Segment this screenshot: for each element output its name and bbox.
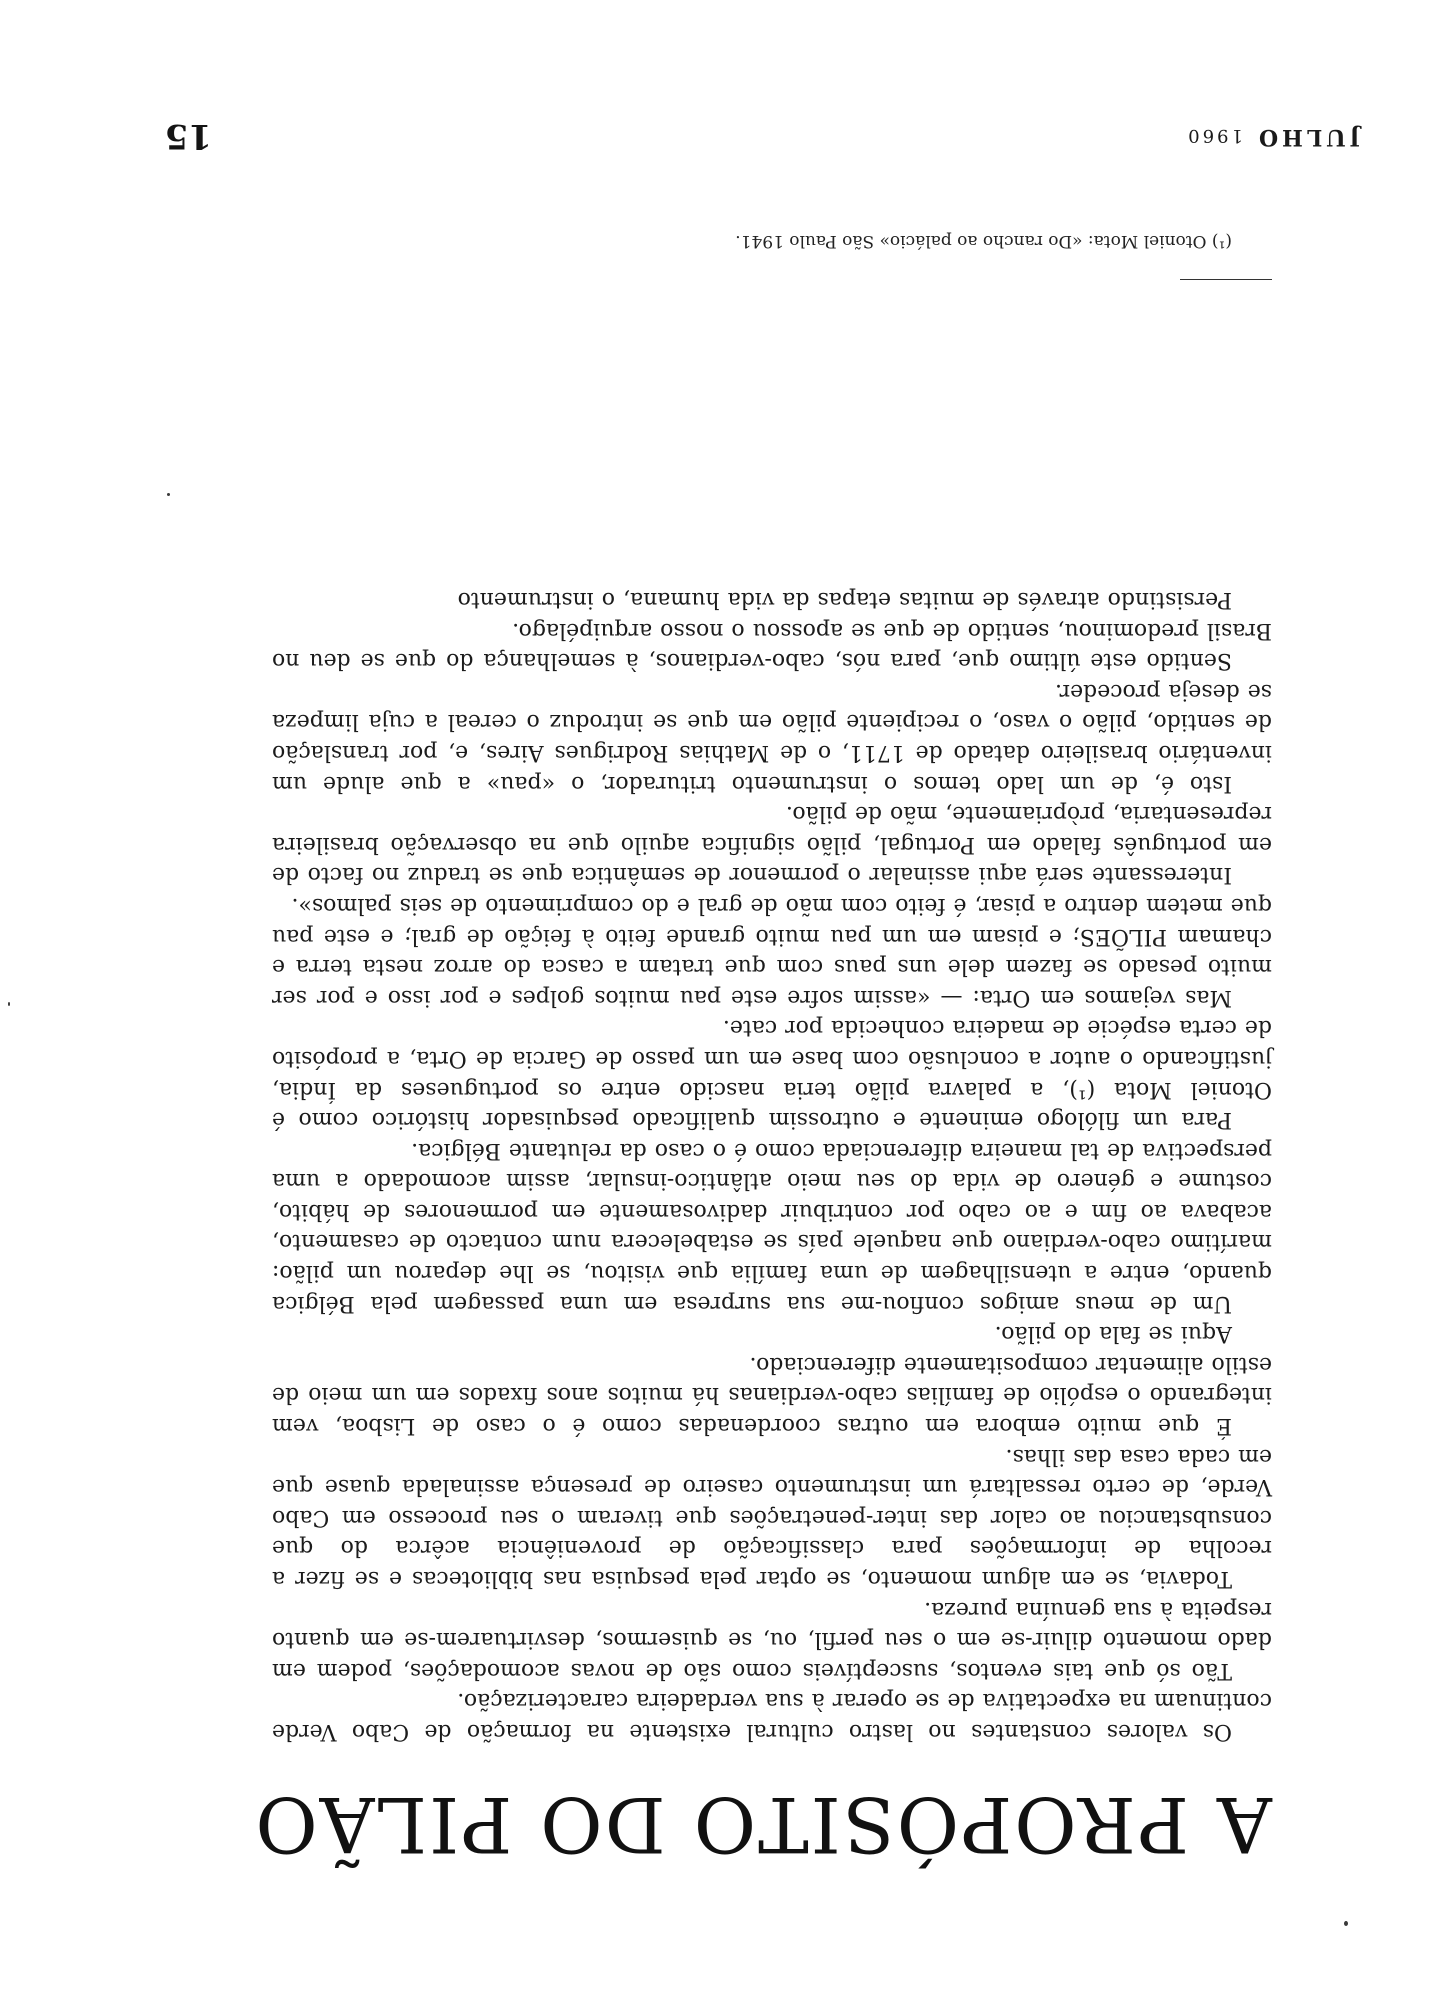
page-number: 15 xyxy=(164,116,212,156)
body-paragraph: Os valores constantes no lastro cultural existente na formação de Cabo Verde continuam na expectativa de se operar à sua verdadeira caracterização. xyxy=(272,1688,1272,1744)
body-paragraph: Tão só que tais eventos, susceptíveis como são de novas acomodações, podem em dado momento diluir-se em o seu perfil, ou, se quisermos, desvirtuarem-se em quanto respeita à sua genuína pureza. xyxy=(272,1596,1272,1683)
scan-speck xyxy=(1344,1921,1348,1926)
body-paragraph: Um de meus amigos confiou-me sua surpresa em uma passagem pela Bélgica quando, entre a utensilhagem de uma família que visitou, se lhe deparou um pilão: marítimo cabo-verdiano que naquele país se estabelecera num contacto de casamento, acabava ao fim e ao cabo por contribuir dadivosamente em pormenores de hábito, costume e género de vida do seu meio atlântico-insular, assim acomodado a uma perspectiva de tal maneira diferenciada como é o caso da relutante Bélgica. xyxy=(272,1137,1272,1316)
issue-date xyxy=(1185,124,1360,150)
body-paragraph: Todavia, se em algum momento, se optar pela pesquisa nas bibliotecas e se fizer a recolha de informações para classificação de proveniência acêrca do que consubstanciou ao calor das inter-penetrações que tiveram o seu processo em Cabo Verde, de certo ressaltará um instrumento caseiro de presença assinalada quase que em cada casa das ilhas. xyxy=(272,1443,1272,1592)
body-paragraph: Isto é, de um lado temos o instrumento triturador, o «pau» a que alude um inventário brasileiro datado de 1711, o de Mathias Rodrigues Aires, e, por translação de sentido, pilão o vaso, o recipiente pilão em que se introduz o cereal a cuja limpeza se deseja proceder. xyxy=(272,678,1272,796)
body-paragraph: Para um filólogo eminente e outrossim qualificado pesquisador histórico como é Otoniel Mota (¹), a palavra pilão teria nascido entre os portugueses da Índia, justificando o autor a conclusão com base em um passo de Garcia de Orta, a propósito de certa espécie de madeira conhecida por cate. xyxy=(272,1015,1272,1133)
body-paragraph: Persistindo através de muitas etapas da vida humana, o instrumento xyxy=(457,587,1232,613)
issue-year: 1960 xyxy=(1185,125,1243,146)
issue-month: JULHO xyxy=(1254,124,1360,150)
body-paragraph: Interessante será aqui assinalar o pormenor de semântica que se traduz no facto de em português falado em Portugal, pilão significa aquilo que na observação brasileira representaria, pròpriamente, mão de pilão. xyxy=(272,801,1272,888)
body-paragraph: Sentido este último que, para nós, cabo-verdianos, à semelhança do que se deu no Brasil predominou, sentido de que se apossou o nosso arquipélago. xyxy=(272,617,1272,674)
scan-speck xyxy=(167,493,170,496)
footnote: (¹) Otoniel Mota: «Do rancho ao palácio» São Paulo 1941. xyxy=(735,231,1232,251)
footnote-rule xyxy=(1180,279,1272,280)
article-title: A PROPÓSITO DO PILÃO xyxy=(253,1780,1272,1869)
body-paragraph: Mas vejamos em Orta: — «assim sofre este pau muitos golpes e por isso e por ser muito pesado se fazem dele uns paus com que tratam a casca do arroz nesta terra e chamam PILÕES; e pisam em um pau muito grande feito à feição de gral; e este pau que metem dentro a pisar, é feito com mão de gral e do comprimento de seis palmos». xyxy=(272,892,1272,1010)
body-paragraph: É que muito embora em outras coordenadas como é o caso de Lisboa, vem integrando o espólio de famílias cabo-verdianas há muitos anos fixados em um meio de estilo alimentar compositamente diferenciado. xyxy=(272,1351,1272,1439)
scan-speck xyxy=(8,1002,10,1006)
article-body xyxy=(272,583,1272,1746)
body-paragraph: Aqui se fala do pilão. xyxy=(994,1321,1232,1347)
